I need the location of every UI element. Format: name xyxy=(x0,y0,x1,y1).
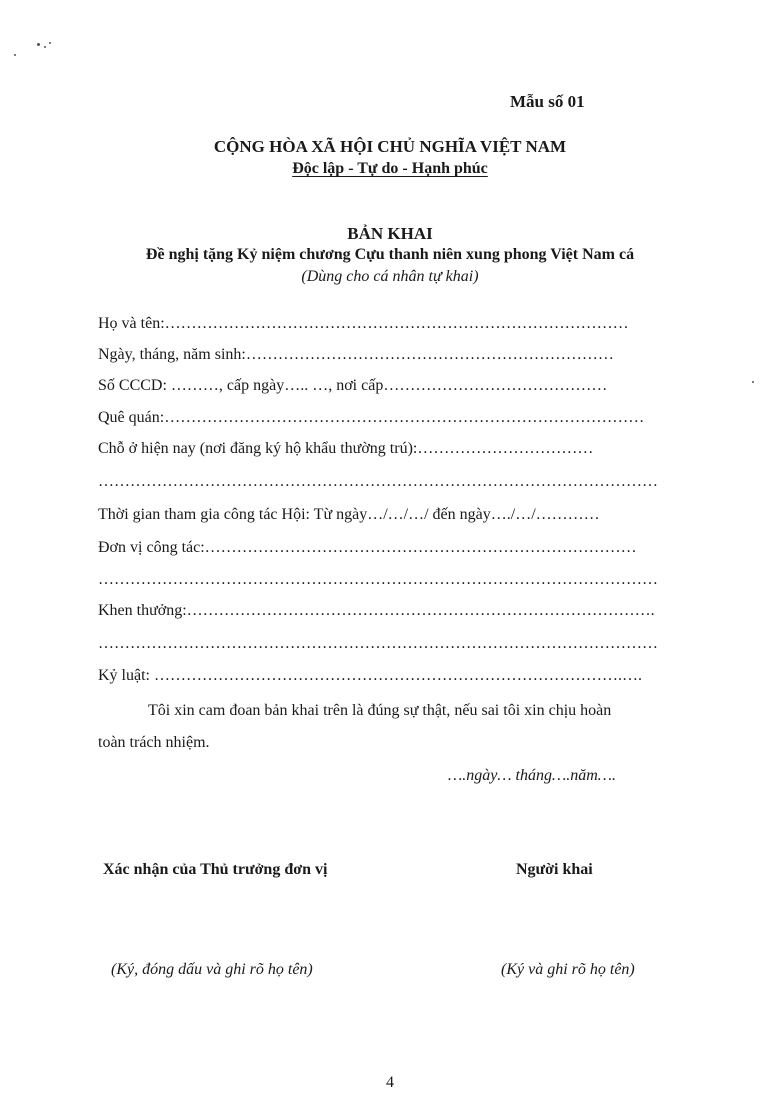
national-motto: Độc lập - Tự do - Hạnh phúc xyxy=(292,160,488,177)
field-awards-continuation: …………………………………………………………………………………………… xyxy=(98,635,658,652)
commitment-line-2: toàn trách nhiệm. xyxy=(98,734,210,751)
document-note: (Dùng cho cá nhân tự khai) xyxy=(301,268,479,285)
field-hometown: Quê quán:……………………………………………………………………………… xyxy=(98,409,645,426)
scan-speck xyxy=(37,43,40,46)
date-line: ….ngày… tháng….năm…. xyxy=(448,767,617,784)
scan-speck xyxy=(44,46,46,48)
field-residence: Chỗ ở hiện nay (nơi đăng ký hộ khẩu thường trú):…………………………… xyxy=(98,440,594,457)
field-work-unit-continuation: …………………………………………………………………………………………… xyxy=(98,571,658,588)
field-awards: Khen thưởng:……………………………………………………………………………. xyxy=(98,602,655,619)
field-discipline: Kỷ luật: …………………………………………………………………………….…. xyxy=(98,667,642,684)
scan-speck xyxy=(49,42,51,44)
field-residence-continuation: …………………………………………………………………………………………… xyxy=(98,473,658,490)
page-number: 4 xyxy=(386,1074,394,1091)
declarant-title: Người khai xyxy=(516,861,593,878)
document-title: BẢN KHAI xyxy=(347,224,433,243)
scan-speck xyxy=(752,381,754,383)
field-participation-period: Thời gian tham gia công tác Hội: Từ ngày…/…/…/ đến ngày…./…/………… xyxy=(98,506,600,523)
nation-title: CỘNG HÒA XÃ HỘI CHỦ NGHĨA VIỆT NAM xyxy=(213,137,567,156)
field-date-of-birth: Ngày, tháng, năm sinh:…………………………………………………………… xyxy=(98,346,614,363)
unit-head-confirmation-title: Xác nhận của Thủ trưởng đơn vị xyxy=(103,861,328,878)
scan-speck xyxy=(14,54,16,56)
unit-head-signature-note: (Ký, đóng dấu và ghi rõ họ tên) xyxy=(111,961,313,978)
field-full-name: Họ và tên:…………………………………………………………………………… xyxy=(98,315,629,332)
document-subtitle: Đề nghị tặng Kỷ niệm chương Cựu thanh niên xung phong Việt Nam cá xyxy=(145,246,635,263)
field-work-unit: Đơn vị công tác:……………………………………………………………………… xyxy=(98,539,637,556)
declarant-signature-note: (Ký và ghi rõ họ tên) xyxy=(501,961,635,978)
form-code: Mẫu số 01 xyxy=(510,92,585,111)
commitment-line-1: Tôi xin cam đoan bản khai trên là đúng sự thật, nếu sai tôi xin chịu hoàn xyxy=(148,702,612,719)
field-id-card: Số CCCD: ………, cấp ngày….. …, nơi cấp…………………………………… xyxy=(98,377,608,394)
